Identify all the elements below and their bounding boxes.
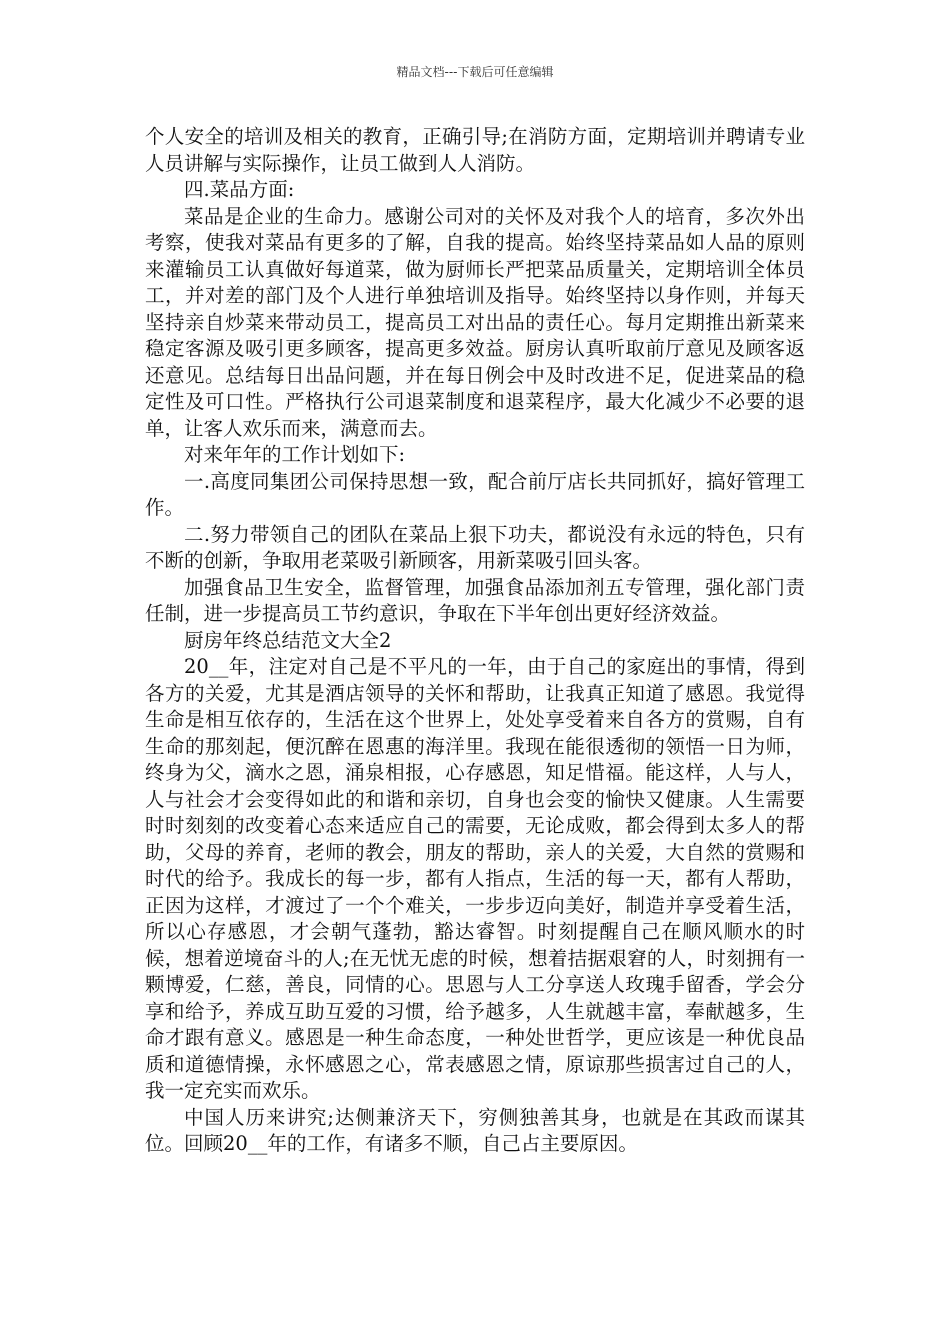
article-title: 厨房年终总结范文大全2 (184, 628, 392, 652)
section-heading: 四.菜品方面: (184, 178, 295, 201)
paragraph: 菜品是企业的生命力。感谢公司对的关怀及对我个人的培育，多次外出考察，使我对菜品有更多的了解，自我的提高。始终坚持菜品如人品的原则来灌输员工认真做好每道菜，做为厨师长严把菜品质量关，定期培训全体员工，并对差的部门及个人进行单独培训及指导。始终坚持以身作则，并每天坚持亲自炒菜来带动员工，提高员工对出品的责任心。每月定期推出新菜来稳定客源及吸引更多顾客，提高更多效益。厨房认真听取前厅意见及顾客返还意见。总结每日出品问题，并在每日例会中及时改进不足，促进菜品的稳定性及可口性。严格执行公司退菜制度和退菜程序，最大化减少不必要的退单，让客人欢乐而来，满意而去。 (145, 204, 805, 440)
page-header: 精品文档---下载后可任意编辑 (396, 65, 554, 79)
paragraph: 20__年，注定对自己是不平凡的一年，由于自己的家庭出的事情，得到各方的关爱，尤其是酒店领导的关怀和帮助，让我真正知道了感恩。我觉得生命是相互依存的，生活在这个世界上，处处享受着来自各方的赏赐，自有生命的那刻起，便沉醉在恩惠的海洋里。我现在能很透彻的领悟一日为师，终身为父，滴水之恩，涌泉相报，心存感恩，知足惜福。能这样，人与人，人与社会才会变得如此的和谐和亲切，自身也会变的愉快又健康。人生需要时时刻刻的改变着心态来适应自己的需要，无论成败，都会得到太多人的帮助，父母的养育，老师的教会，朋友的帮助，亲人的关爱，大自然的赏赐和时代的给予。我成长的每一步，都有人指点，生活的每一天，都有人帮助，正因为这样，才渡过了一个个难关，一步步迈向美好，制造并享受着生活，所以心存感恩，才会朝气蓬勃，豁达睿智。时刻提醒自己在顺风顺水的时候，想着逆境奋斗的人;在无忧无虑的时候，想着拮据艰窘的人，时刻拥有一颗博爱，仁慈，善良，同情的心。思恩与人工分享送人玫瑰手留香，学会分享和给予，养成互助互爱的习惯，给予越多，人生就越丰富，奉献越多，生命才跟有意义。感恩是一种生命态度，一种处世哲学，更应该是一种优良品质和道德情操，永怀感恩之心，常表感恩之情，原谅那些损害过自己的人，我一定充实而欢乐。 (145, 655, 805, 1102)
list-item: 一.高度同集团公司保持思想一致，配合前厅店长共同抓好，搞好管理工作。 (145, 469, 805, 519)
list-item: 二.努力带领自己的团队在菜品上狠下功夫，都说没有永远的特色，只有不断的创新，争取用老菜吸引新顾客，用新菜吸引回头客。 (145, 522, 805, 572)
section-heading: 对来年年的工作计划如下: (184, 443, 406, 466)
paragraph: 个人安全的培训及相关的教育，正确引导;在消防方面，定期培训并聘请专业人员讲解与实际操作，让员工做到人人消防。 (145, 125, 805, 175)
paragraph: 加强食品卫生安全，监督管理，加强食品添加剂五专管理，强化部门责任制，进一步提高员工节约意识，争取在下半年创出更好经济效益。 (145, 575, 805, 625)
paragraph: 中国人历来讲究;达侧兼济天下，穷侧独善其身，也就是在其政而谋其位。回顾20__年的工作，有诸多不顺，自己占主要原因。 (145, 1105, 805, 1155)
document-body (145, 124, 805, 1158)
